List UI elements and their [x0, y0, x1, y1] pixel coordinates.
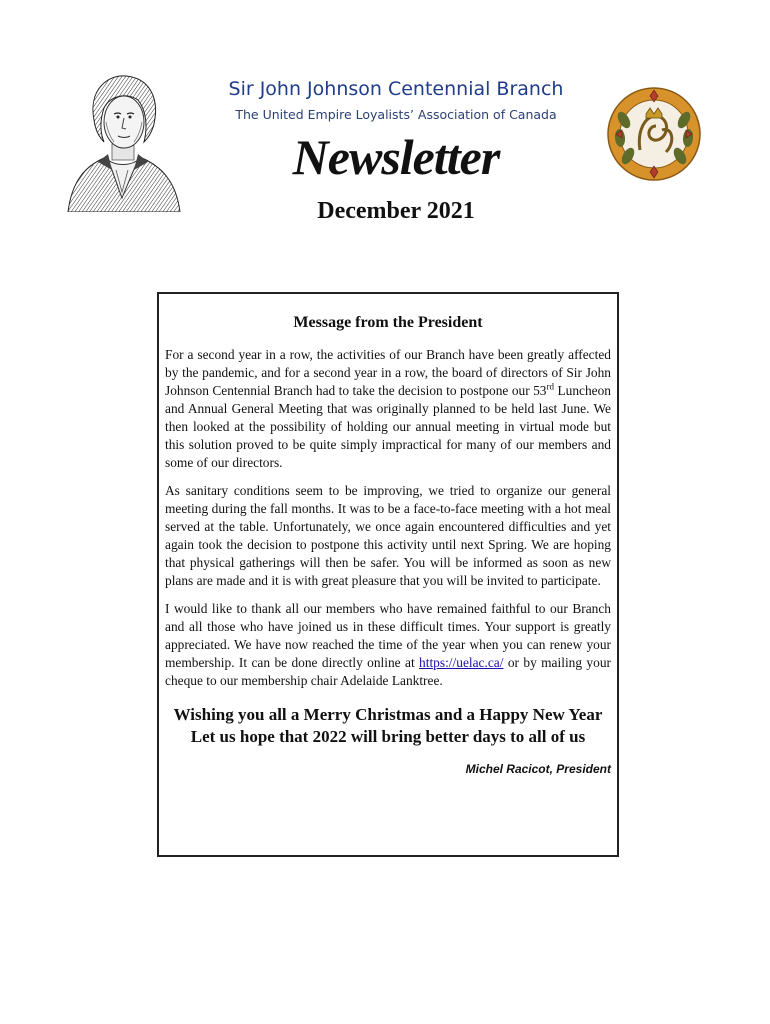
message-paragraph-2: As sanitary conditions seem to be improving, we tried to organize our general meeting during the fall months. It was to be a face-to-face meeting with a hot meal served at the table. Unfortunately, we once again encountered difficulties and yet again took the decision to postpone this activity until next Spring. We are hoping that physical gatherings will then be safer. You will be informed as soon as new plans are made and it is with great pleasure that you will be invited to participate. [165, 483, 611, 588]
wish-line-1: Wishing you all a Merry Christmas and a Happy New Year [173, 705, 603, 724]
paragraph-3-text-b: or by mailing your cheque to our membership chair Adelaide Lanktree. [165, 655, 611, 688]
paragraph-1-text-b: Luncheon and Annual General Meeting that was originally planned to be held last June. We then looked at the possibility of holding our annual meeting in virtual mode but this solution proved to be quite simply impractical for many of our members and some of our directors. [165, 383, 612, 470]
paragraph-1-text-a: For a second year in a row, the activities of our Branch have been greatly affected by the pandemic, and for a second year in a row, the board of directors of Sir John Johnson Centennial Branch had to take the decision to postpone our 53 [165, 347, 611, 398]
holiday-wishes [165, 704, 611, 748]
ordinal-suffix: rd [546, 381, 555, 392]
branch-title: Sir John Johnson Centennial Branch [228, 78, 564, 100]
association-name: The United Empire Loyalists’ Association of Canada [235, 107, 557, 122]
uelac-website-link[interactable]: https://uelac.ca/ [419, 655, 504, 670]
president-message-box [157, 292, 619, 857]
newsletter-masthead: Newsletter [292, 129, 500, 185]
president-signature: Michel Racicot, President [465, 762, 611, 776]
message-paragraph-1 [165, 346, 611, 472]
paragraph-3-text-a: I would like to thank all our members who have remained faithful to our Branch and all those who have joined us in these difficult times. Your support is greatly appreciated. We have now reached the time of the year when you can renew your membership. It can be done directly online at [165, 601, 611, 670]
wish-line-2: Let us hope that 2022 will bring better days to all of us [190, 727, 586, 746]
issue-date: December 2021 [317, 198, 475, 224]
message-heading: Message from the President [293, 314, 483, 331]
message-paragraph-3 [165, 600, 611, 690]
